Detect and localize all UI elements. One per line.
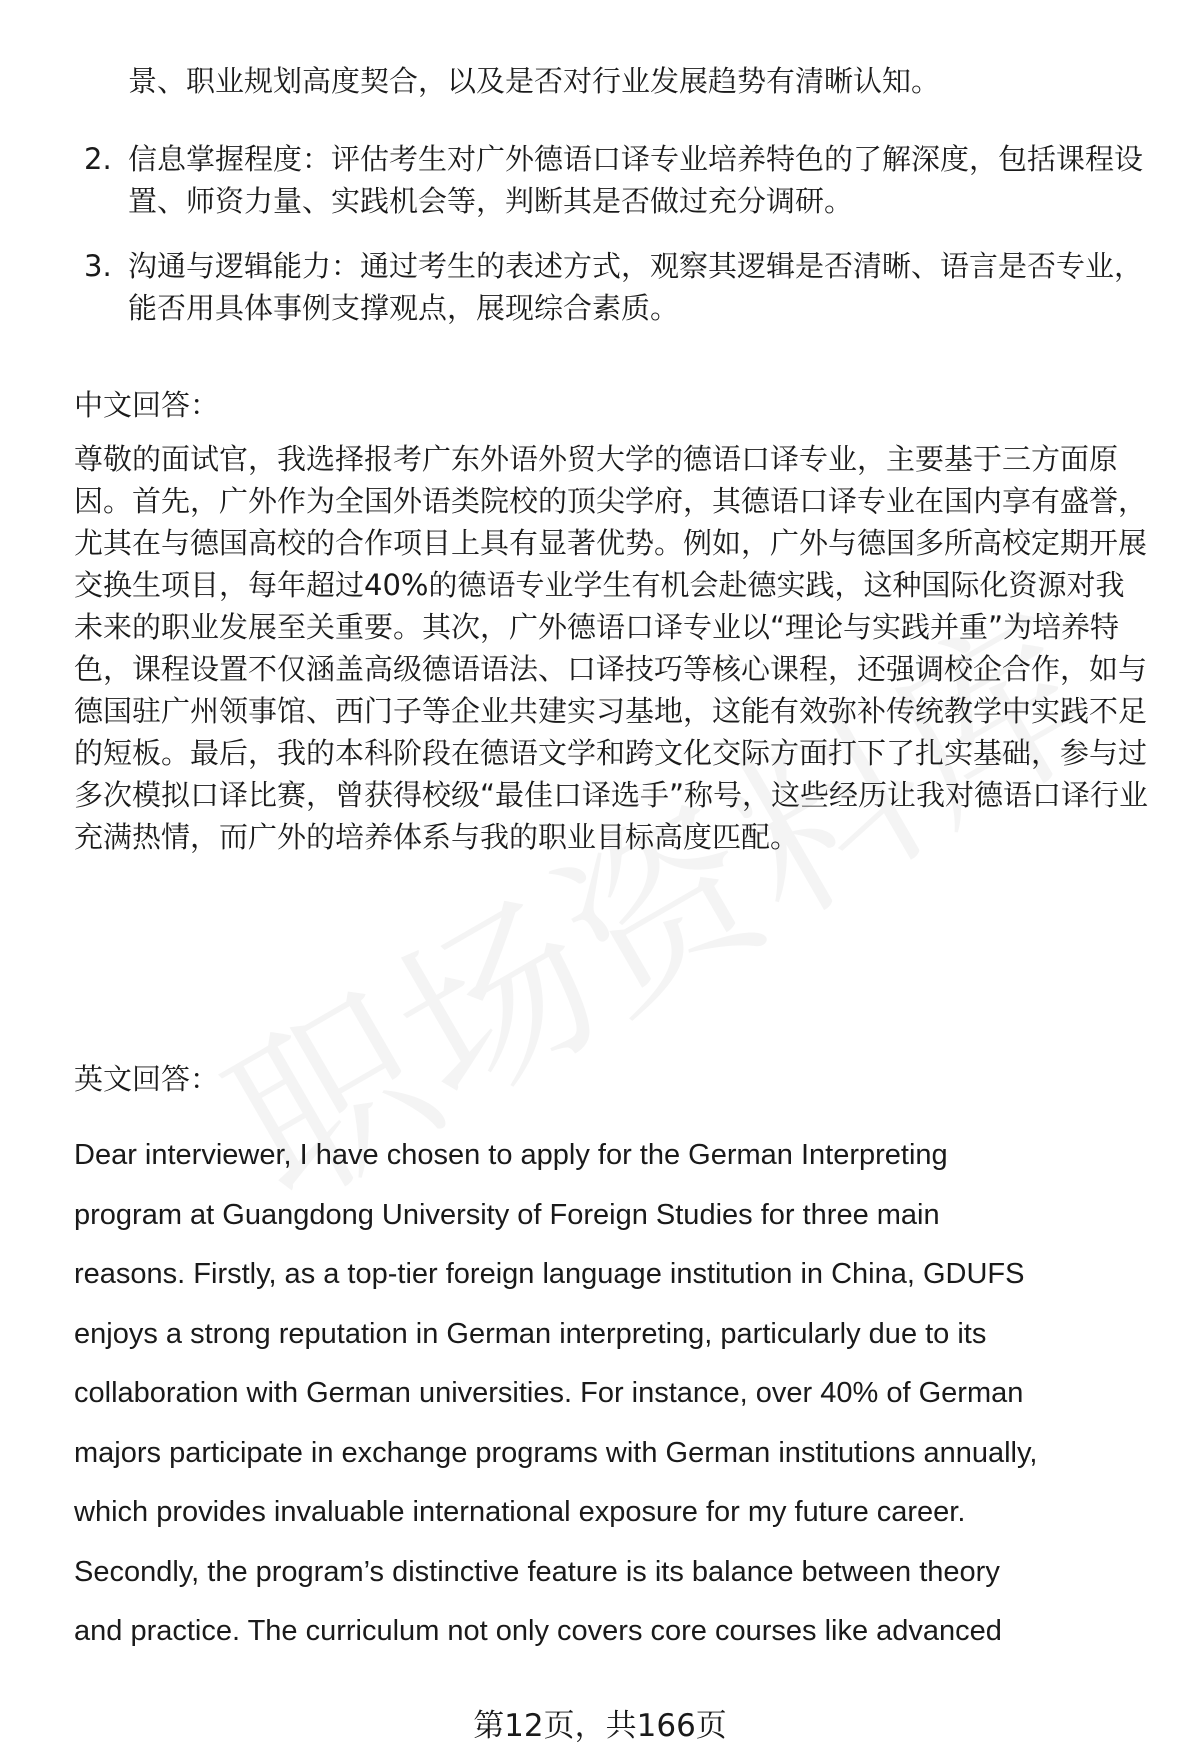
english-answer-label: 英文回答：: [74, 1062, 220, 1096]
page-footer: 第12页，共166页: [473, 1708, 727, 1744]
english-line: enjoys a strong reputation in German interpreting, particularly due to its: [74, 1317, 987, 1350]
english-line: reasons. Firstly, as a top-tier foreign language institution in China, GDUFS: [74, 1258, 1025, 1290]
english-line: collaboration with German universities. For instance, over 40% of German: [74, 1377, 1024, 1409]
criteria-text: 沟通与逻辑能力：通过考生的表述方式，观察其逻辑是否清晰、语言是否专业，能否用具体事例支撑观点，展现综合素质。: [128, 249, 1144, 326]
continuation-text: 景、职业规划高度契合，以及是否对行业发展趋势有清晰认知。: [128, 64, 941, 98]
criteria-item-2: [74, 138, 1148, 222]
english-answer-text: [74, 1126, 1164, 1662]
criteria-number: 3.: [84, 249, 112, 283]
english-line: Secondly, the program’s distinctive feature is its balance between theory: [74, 1555, 1000, 1588]
english-line: and practice. The curriculum not only covers core courses like advanced: [74, 1615, 1002, 1647]
chinese-answer-text: 尊敬的面试官，我选择报考广东外语外贸大学的德语口译专业，主要基于三方面原因。首先，广外作为全国外语类院校的顶尖学府，其德语口译专业在国内享有盛誉，尤其在与德国高校的合作项目上具有显著优势。例如，广外与德国多所高校定期开展交换生项目，每年超过40%的德语专业学生有机会赴德实践，这种国际化资源对我未来的职业发展至关重要。其次，广外德语口译专业以“理论与实践并重”为培养特色，课程设置不仅涵盖高级德语语法、口译技巧等核心课程，还强调校企合作，如与德国驻广州领事馆、西门子等企业共建实习基地，这能有效弥补传统教学中实践不足的短板。最后，我的本科阶段在德语文学和跨文化交际方面打下了扎实基础，参与过多次模拟口译比赛，曾获得校级“最佳口译选手”称号，这些经历让我对德语口译行业充满热情，而广外的培养体系与我的职业目标高度匹配。: [74, 442, 1149, 855]
english-line: which provides invaluable international exposure for my future career.: [74, 1496, 966, 1528]
english-line: majors participate in exchange programs with German institutions annually,: [74, 1436, 1038, 1469]
english-line: program at Guangdong University of Foreign Studies for three main: [74, 1198, 940, 1231]
criteria-number: 2.: [84, 142, 112, 176]
chinese-answer-label: 中文回答：: [74, 388, 220, 422]
criteria-item-3: [74, 245, 1148, 329]
criteria-text: 信息掌握程度：评估考生对广外德语口译专业培养特色的了解深度，包括课程设置、师资力量、实践机会等，判断其是否做过充分调研。: [128, 142, 1144, 219]
english-line: Dear interviewer, I have chosen to apply for the German Interpreting: [74, 1139, 948, 1171]
